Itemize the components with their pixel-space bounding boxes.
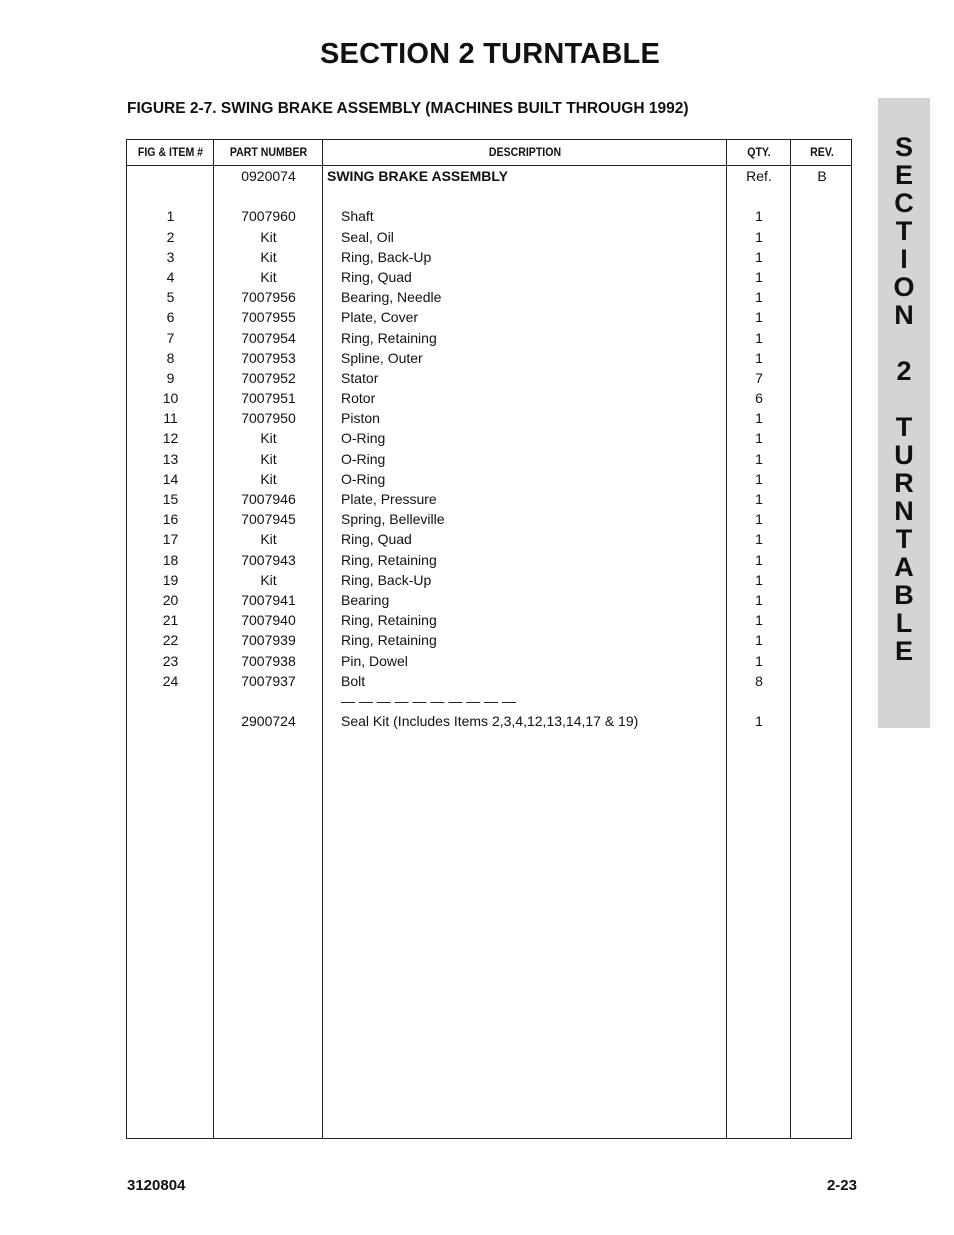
cell-qty: 1 xyxy=(755,632,763,649)
cell-fig-item: 22 xyxy=(162,632,179,649)
cell-fig-item: 3 xyxy=(166,248,175,265)
cell-part-number: 7007960 xyxy=(241,208,296,225)
cell-qty: 1 xyxy=(755,652,763,669)
cell-part-number: 7007953 xyxy=(241,349,296,366)
side-tab-letter: B xyxy=(894,580,914,610)
cell-description: Bearing xyxy=(341,591,390,608)
cell-description: Rotor xyxy=(341,390,376,407)
cell-part-number: Kit xyxy=(260,430,277,447)
cell-description: Spring, Belleville xyxy=(341,511,445,528)
cell-fig-item: 24 xyxy=(162,672,179,689)
side-tab-letter: T xyxy=(895,216,913,246)
cell-fig-item: 11 xyxy=(163,410,178,427)
cell-part-number: Kit xyxy=(260,531,277,548)
page-number: 2-23 xyxy=(826,1177,857,1194)
cell-part-number: 7007939 xyxy=(241,632,296,649)
table-row xyxy=(127,348,851,368)
cell-fig-item: 5 xyxy=(166,289,175,306)
table-row xyxy=(127,368,851,388)
cell-part-number: 7007937 xyxy=(241,672,296,689)
cell-description: Ring, Retaining xyxy=(341,329,437,346)
cell-qty: 1 xyxy=(755,349,763,366)
table-row xyxy=(127,691,851,711)
cell-qty: 1 xyxy=(755,491,763,507)
cell-description: Bolt xyxy=(341,672,366,689)
side-tab-letter: O xyxy=(893,272,915,302)
cell-part-number: 2900724 xyxy=(241,713,296,730)
header-part-number: PART NUMBER xyxy=(229,145,308,159)
cell-description: Spline, Outer xyxy=(341,349,423,366)
cell-description: O-Ring xyxy=(341,470,386,487)
cell-qty: 1 xyxy=(755,208,763,225)
cell-fig-item: 16 xyxy=(162,511,179,528)
cell-qty: 1 xyxy=(755,268,763,285)
cell-part-number: Kit xyxy=(260,571,277,588)
cell-description: O-Ring xyxy=(341,450,386,467)
table-row xyxy=(127,529,851,549)
cell-part-number: Kit xyxy=(260,470,277,487)
cell-qty: 1 xyxy=(755,713,763,730)
cell-qty: 1 xyxy=(755,410,763,427)
side-tab-letter: S xyxy=(894,132,913,162)
cell-fig-item: 17 xyxy=(162,531,179,548)
cell-qty: 1 xyxy=(755,450,763,467)
table-row xyxy=(127,469,851,489)
cell-description: Seal, Oil xyxy=(341,228,394,245)
side-tab-letter: E xyxy=(894,160,913,190)
cell-fig-item: 23 xyxy=(162,652,179,669)
table-row xyxy=(127,307,851,327)
cell-description: Ring, Quad xyxy=(341,268,412,285)
table-row xyxy=(127,630,851,650)
cell-part-number: 7007941 xyxy=(241,591,296,608)
cell-qty: 1 xyxy=(755,248,763,265)
document-number: 3120804 xyxy=(127,1177,186,1194)
cell-part-number: 7007950 xyxy=(241,410,296,427)
cell-fig-item: 15 xyxy=(162,491,179,507)
side-tab-letter: R xyxy=(894,468,914,498)
cell-part-number: 7007938 xyxy=(241,652,296,669)
side-tab-letter: L xyxy=(895,608,913,638)
cell-part-number: 7007955 xyxy=(241,309,296,326)
cell-fig-item: 7 xyxy=(166,329,175,346)
cell-part-number: 7007940 xyxy=(241,612,296,629)
cell-qty: Ref. xyxy=(746,168,772,184)
table-row xyxy=(127,489,851,509)
cell-part-number: Kit xyxy=(260,450,277,467)
parts-table xyxy=(126,139,852,1139)
table-header-row xyxy=(127,140,851,166)
table-row xyxy=(127,449,851,469)
cell-fig-item: 21 xyxy=(162,612,179,629)
table-row xyxy=(127,287,851,307)
cell-qty: 7 xyxy=(755,369,763,386)
table-row xyxy=(127,671,851,691)
cell-fig-item: 20 xyxy=(162,591,179,608)
table-row xyxy=(127,206,851,226)
cell-part-number: Kit xyxy=(260,268,277,285)
cell-fig-item: 8 xyxy=(166,349,175,366)
cell-description: — — — — — — — — — — xyxy=(341,692,517,709)
cell-qty: 1 xyxy=(755,612,763,629)
header-rev: REV. xyxy=(810,145,834,159)
side-tab-letter: C xyxy=(894,188,914,218)
cell-qty: 1 xyxy=(755,511,763,528)
cell-part-number: 7007951 xyxy=(241,390,296,407)
table-row xyxy=(127,550,851,570)
header-description: DESCRIPTION xyxy=(488,145,562,159)
table-row xyxy=(127,227,851,247)
cell-part-number: 7007945 xyxy=(241,511,296,528)
cell-fig-item: 12 xyxy=(162,430,179,447)
cell-description: Ring, Retaining xyxy=(341,551,437,568)
table-row xyxy=(127,509,851,529)
cell-description: Ring, Back-Up xyxy=(341,571,432,588)
cell-fig-item: 13 xyxy=(162,450,179,467)
cell-description: Stator xyxy=(341,369,379,386)
side-tab-letter: N xyxy=(894,300,914,330)
cell-fig-item: 14 xyxy=(162,470,179,487)
cell-qty: 1 xyxy=(755,228,763,245)
cell-qty: 1 xyxy=(755,289,763,306)
cell-description: O-Ring xyxy=(341,430,386,447)
cell-fig-item: 1 xyxy=(166,208,175,225)
cell-description: Seal Kit (Includes Items 2,3,4,12,13,14,17 & 19) xyxy=(341,713,639,730)
side-tab-letter: T xyxy=(895,412,913,442)
cell-fig-item: 2 xyxy=(166,228,175,245)
cell-description: Ring, Back-Up xyxy=(341,248,432,265)
cell-qty: 1 xyxy=(755,571,763,588)
cell-part-number: 7007952 xyxy=(241,369,296,386)
cell-description: Ring, Retaining xyxy=(341,632,437,649)
cell-fig-item: 18 xyxy=(162,551,179,568)
cell-description: Plate, Pressure xyxy=(341,491,437,507)
side-tab-letters xyxy=(878,133,930,665)
cell-description: Ring, Retaining xyxy=(341,612,437,629)
figure-title: FIGURE 2-7. SWING BRAKE ASSEMBLY (MACHINES BUILT THROUGH 1992) xyxy=(127,100,689,117)
table-row xyxy=(127,408,851,428)
table-row xyxy=(127,711,851,731)
cell-part-number: 7007943 xyxy=(241,551,296,568)
table-row xyxy=(127,570,851,590)
side-tab-letter: 2 xyxy=(896,356,912,386)
cell-description: Pin, Dowel xyxy=(341,652,408,669)
side-tab-letter: A xyxy=(894,552,914,582)
cell-qty: 1 xyxy=(755,531,763,548)
cell-qty: 1 xyxy=(755,591,763,608)
cell-qty: 1 xyxy=(755,470,763,487)
header-fig-item: FIG & ITEM # xyxy=(137,145,204,159)
cell-qty: 1 xyxy=(755,329,763,346)
cell-qty: 1 xyxy=(755,430,763,447)
cell-fig-item: 10 xyxy=(162,390,179,407)
side-tab-letter: U xyxy=(894,440,914,470)
cell-part-number: 7007956 xyxy=(241,289,296,306)
side-tab-letter: E xyxy=(894,636,913,666)
cell-qty: 8 xyxy=(755,672,763,689)
section-side-tab xyxy=(878,98,930,728)
table-row xyxy=(127,267,851,287)
cell-description: Shaft xyxy=(341,208,374,225)
cell-description: Plate, Cover xyxy=(341,309,419,326)
side-tab-letter: I xyxy=(900,244,908,274)
cell-fig-item: 9 xyxy=(166,369,175,386)
table-row xyxy=(127,590,851,610)
header-qty: QTY. xyxy=(747,145,771,159)
cell-description: SWING BRAKE ASSEMBLY xyxy=(327,168,508,184)
table-row xyxy=(127,166,851,186)
cell-part-number: Kit xyxy=(260,228,277,245)
cell-rev: B xyxy=(817,168,827,184)
cell-qty: 1 xyxy=(755,309,763,326)
cell-part-number: 7007946 xyxy=(241,491,296,507)
cell-description: Piston xyxy=(341,410,380,427)
table-row xyxy=(127,388,851,408)
table-row xyxy=(127,328,851,348)
cell-fig-item: 4 xyxy=(166,268,175,285)
table-row xyxy=(127,247,851,267)
table-row xyxy=(127,610,851,630)
cell-description: Ring, Quad xyxy=(341,531,412,548)
table-body xyxy=(127,166,851,731)
cell-part-number: Kit xyxy=(260,248,277,265)
table-row xyxy=(127,186,851,206)
table-row xyxy=(127,428,851,448)
cell-part-number: 0920074 xyxy=(241,168,296,184)
section-title: SECTION 2 TURNTABLE xyxy=(320,38,660,70)
cell-fig-item: 6 xyxy=(166,309,175,326)
side-tab-letter: N xyxy=(894,496,914,526)
cell-description: Bearing, Needle xyxy=(341,289,442,306)
cell-part-number: 7007954 xyxy=(241,329,296,346)
table-row xyxy=(127,651,851,671)
side-tab-letter: T xyxy=(895,524,913,554)
cell-fig-item: 19 xyxy=(162,571,179,588)
cell-qty: 6 xyxy=(755,390,763,407)
cell-qty: 1 xyxy=(755,551,763,568)
